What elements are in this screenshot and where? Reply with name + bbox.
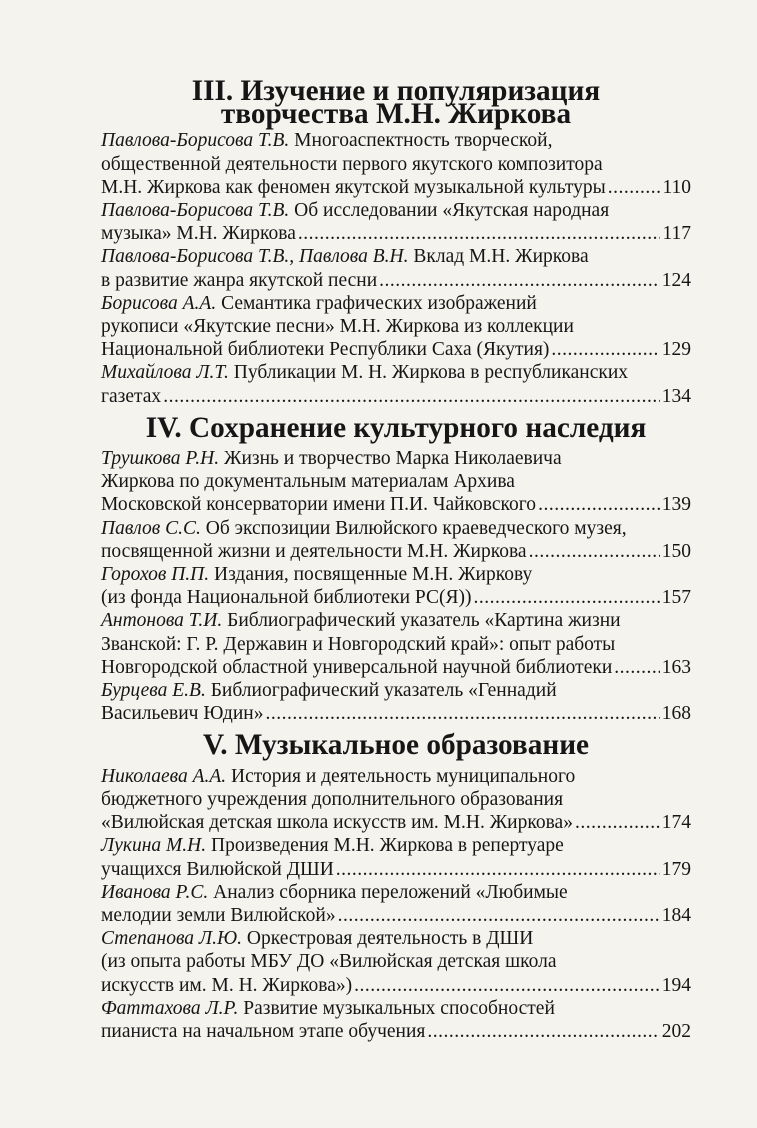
- entry-title-start: Об экспозиции Вилюйского краеведческого музея,: [205, 517, 627, 539]
- entry-author: Михайлова Л.Т.: [101, 362, 229, 384]
- toc-entry[interactable]: [101, 361, 691, 407]
- dot-leader: [474, 586, 660, 609]
- entry-title-end: газетах: [101, 385, 162, 407]
- dot-leader: [336, 858, 660, 881]
- toc-entry[interactable]: [101, 834, 691, 880]
- entry-first-line: [101, 129, 691, 152]
- entry-author: Павлова-Борисова Т.В.: [101, 130, 290, 152]
- entry-first-line: [101, 609, 691, 632]
- entry-title-start: Библиографический указатель «Картина жизни: [227, 610, 621, 632]
- entry-author: Лукина М.Н.: [101, 835, 207, 857]
- toc-entry[interactable]: [101, 997, 691, 1043]
- page-number: 202: [661, 1020, 691, 1042]
- entry-title-start: Анализ сборника переложений «Любимые: [213, 881, 568, 903]
- entry-title-start: Публикации М. Н. Жиркова в республиканских: [233, 362, 629, 384]
- entry-title-line: (из опыта работы МБУ ДО «Вилюйская детская школа: [101, 951, 557, 973]
- entry-author: Антонова Т.И.: [101, 610, 223, 632]
- page-number: 124: [661, 269, 691, 291]
- entry-last-line: [101, 385, 691, 408]
- toc-entry[interactable]: [101, 765, 691, 835]
- toc-entry[interactable]: [101, 679, 691, 725]
- entry-author: Павлова-Борисова Т.В.: [101, 200, 290, 222]
- toc-entry[interactable]: [101, 199, 691, 245]
- section-title: [101, 411, 691, 444]
- entry-last-line: [101, 904, 691, 927]
- entry-last-line: [101, 1020, 691, 1043]
- table-of-contents: [101, 75, 691, 1043]
- dot-leader: [538, 493, 660, 516]
- entry-title-start: Развитие музыкальных способностей: [243, 997, 555, 1019]
- toc-entry[interactable]: [101, 447, 691, 517]
- entry-first-line: [101, 245, 691, 268]
- entry-title-start: Семантика графических изображений: [221, 292, 537, 314]
- entry-author: Фаттахова Л.Р.: [101, 997, 239, 1019]
- page-number: 157: [661, 587, 691, 609]
- dot-leader: [298, 222, 661, 245]
- entry-last-line: [101, 493, 691, 516]
- entry-author: Бурцева Е.В.: [101, 680, 206, 702]
- page-number: 117: [662, 223, 691, 245]
- entry-title-end: М.Н. Жиркова как феномен якутской музыкальной культуры: [101, 176, 606, 198]
- entry-title-end: учащихся Вилюйской ДШИ: [101, 858, 334, 880]
- page-number: 168: [661, 703, 691, 725]
- entry-title-line: рукописи «Якутские песни» М.Н. Жиркова из коллекции: [101, 316, 574, 338]
- entry-title-end: (из фонда Национальной библиотеки РС(Я)): [101, 587, 472, 609]
- entry-last-line: [101, 269, 691, 292]
- dot-leader: [265, 702, 659, 725]
- toc-entry[interactable]: [101, 292, 691, 362]
- page-number: 184: [661, 904, 691, 926]
- entry-title-start: Об исследовании «Якутская народная: [294, 200, 610, 222]
- page-number: 129: [661, 339, 691, 361]
- toc-entry[interactable]: [101, 245, 691, 291]
- toc-entry[interactable]: [101, 129, 691, 199]
- entry-author: Павлова-Борисова Т.В., Павлова В.Н.: [101, 246, 409, 268]
- page-number: 179: [661, 858, 691, 880]
- entry-first-line: [101, 199, 691, 222]
- entry-first-line: [101, 997, 691, 1020]
- page-number: 134: [661, 385, 691, 407]
- entry-last-line: [101, 338, 691, 361]
- entry-last-line: [101, 656, 691, 679]
- entry-title-start: Издания, посвященные М.Н. Жиркову: [214, 564, 533, 586]
- page-number: 194: [661, 974, 691, 996]
- toc-entry[interactable]: [101, 563, 691, 609]
- entry-title-start: Библиографический указатель «Геннадий: [210, 680, 557, 702]
- section-title-line: III. Изучение и популяризация: [191, 75, 601, 107]
- entry-last-line: [101, 858, 691, 881]
- section-title: [101, 75, 691, 131]
- entry-last-line: [101, 811, 691, 834]
- entry-title-end: Московской консерватории имени П.И. Чайковского: [101, 494, 537, 516]
- entry-title-end: мелодии земли Вилюйской»: [101, 904, 336, 926]
- entry-last-line: [101, 222, 691, 245]
- dot-leader: [575, 811, 660, 834]
- entry-author: Трушкова Р.Н.: [101, 448, 220, 470]
- entry-title-end: искусств им. М. Н. Жиркова»): [101, 974, 353, 996]
- entry-title-end: Васильевич Юдин»: [101, 703, 264, 725]
- entry-first-line: [101, 447, 691, 470]
- entry-title-line: общественной деятельности первого якутского композитора: [101, 153, 603, 175]
- entry-first-line: [101, 927, 691, 950]
- entry-last-line: [101, 176, 691, 199]
- dot-leader: [338, 904, 660, 927]
- entry-title-start: История и деятельность муниципального: [231, 765, 576, 787]
- dot-leader: [608, 176, 661, 199]
- entry-title-start: Оркестровая деятельность в ДШИ: [246, 928, 534, 950]
- page-number: 139: [661, 494, 691, 516]
- page-number: 174: [661, 812, 691, 834]
- entry-title-end: Национальной библиотеки Республики Саха (Якутия): [101, 339, 550, 361]
- entry-author: Николаева А.А.: [101, 765, 227, 787]
- entry-first-line: [101, 517, 691, 540]
- page-number: 163: [661, 656, 691, 678]
- entry-first-line: [101, 292, 691, 315]
- entry-first-line: [101, 765, 691, 788]
- dot-leader: [551, 338, 659, 361]
- entry-title-start: Жизнь и творчество Марка Николаевича: [223, 448, 562, 470]
- entry-last-line: [101, 974, 691, 997]
- entry-title-end: «Вилюйская детская школа искусств им. М.Н. Жиркова»: [101, 812, 573, 834]
- entry-first-line: [101, 834, 691, 857]
- entry-title-line: Званской: Г. Р. Державин и Новгородский край»: опыт работы: [101, 633, 616, 655]
- entry-author: Борисова А.А.: [101, 292, 217, 314]
- section-title-line: IV. Сохранение культурного наследия: [145, 411, 647, 444]
- entry-first-line: [101, 361, 691, 384]
- section-title-line: V. Музыкальное образование: [202, 729, 590, 762]
- dot-leader: [614, 656, 659, 679]
- entry-title-end: пианиста на начальном этапе обучения: [101, 1020, 426, 1042]
- dot-leader: [427, 1020, 659, 1043]
- entry-title-end: Новгородской областной универсальной научной библиотеки: [101, 656, 613, 678]
- section-title-line: творчества М.Н. Жиркова: [220, 98, 572, 131]
- entry-author: Иванова Р.С.: [101, 881, 209, 903]
- entry-author: Горохов П.П.: [101, 564, 210, 586]
- entry-title-start: Многоаспектность творческой,: [294, 130, 553, 152]
- dot-leader: [163, 385, 660, 408]
- entry-last-line: [101, 586, 691, 609]
- entry-first-line: [101, 679, 691, 702]
- dot-leader: [379, 269, 660, 292]
- entry-last-line: [101, 702, 691, 725]
- entry-title-line: Жиркова по документальным материалам Архива: [101, 471, 515, 493]
- entry-author: Павлов С.С.: [101, 517, 201, 539]
- toc-entry[interactable]: [101, 609, 691, 679]
- entry-title-end: музыка» М.Н. Жиркова: [101, 223, 296, 245]
- entry-first-line: [101, 881, 691, 904]
- entry-last-line: [101, 540, 691, 563]
- entry-title-end: в развитие жанра якутской песни: [101, 269, 378, 291]
- page-number: 150: [661, 540, 691, 562]
- entry-title-end: посвященной жизни и деятельности М.Н. Жиркова: [101, 540, 527, 562]
- toc-entry[interactable]: [101, 881, 691, 927]
- section-title: [101, 729, 691, 762]
- dot-leader: [529, 540, 660, 563]
- page-number: 110: [662, 176, 691, 198]
- entry-first-line: [101, 563, 691, 586]
- entry-title-line: бюджетного учреждения дополнительного образования: [101, 788, 564, 810]
- entry-title-start: Вклад М.Н. Жиркова: [413, 246, 589, 268]
- entry-title-start: Произведения М.Н. Жиркова в репертуаре: [210, 835, 564, 857]
- toc-entry[interactable]: [101, 517, 691, 563]
- toc-entry[interactable]: [101, 927, 691, 997]
- dot-leader: [354, 974, 660, 997]
- entry-author: Степанова Л.Ю.: [101, 928, 242, 950]
